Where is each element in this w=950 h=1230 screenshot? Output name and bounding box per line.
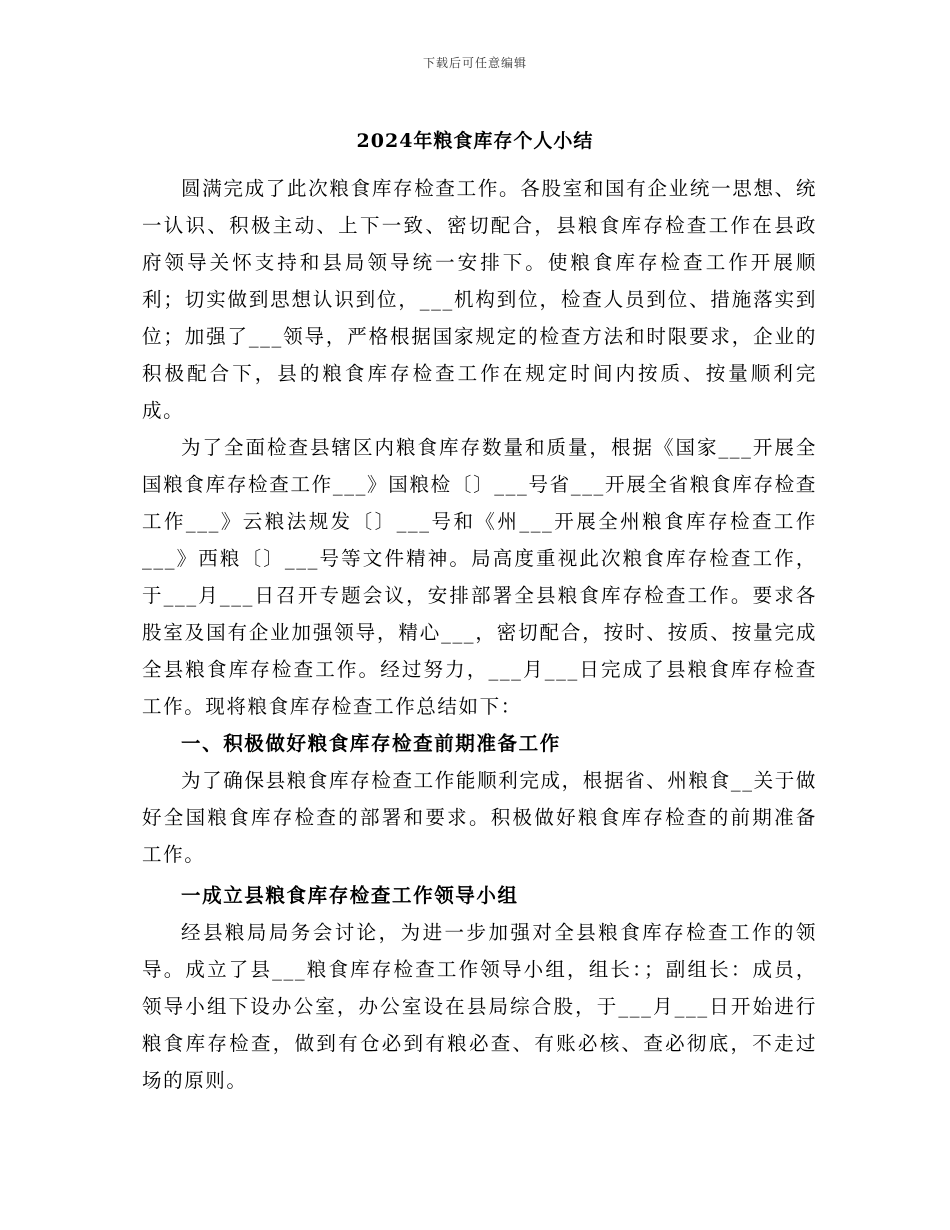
page-header-note: 下载后可任意编辑 bbox=[422, 56, 527, 70]
document-title: 2024年粮食库存个人小结 bbox=[356, 130, 594, 152]
section-heading-leadership-group: 一成立县粮食库存检查工作领导小组 bbox=[181, 884, 519, 907]
paragraph-background: 为了全面检查县辖区内粮食库存数量和质量，根据《国家___开展全国粮食库存检查工作___》国粮检〔〕___号省___开展全省粮食库存检查工作___》云粮法规发〔〕___号和《州___开展全州粮食库存检查工作___》西粮〔〕___号等文件精神。局高度重视此次粮食库存检查工作，于___月___日召开专题会议，安排部署全县粮食库存检查工作。要求各股室及国有企业加强领导，精心___，密切配合，按时、按质、按量完成全县粮食库存检查工作。经过努力，___月___日完成了县粮食库存检查工作。现将粮食库存检查工作总结如下： bbox=[142, 436, 817, 718]
section-heading-preparation: 一、积极做好粮食库存检查前期准备工作 bbox=[181, 732, 561, 755]
paragraph-leadership-group: 经县粮局局务会讨论，为进一步加强对全县粮食库存检查工作的领导。成立了县___粮食库存检查工作领导小组，组长：；副组长：成员，领导小组下设办公室，办公室设在县局综合股，于___月___日开始进行粮食库存检查，做到有仓必到有粮必查、有账必核、查必彻底，不走过场的原则。 bbox=[142, 921, 817, 1092]
paragraph-preparation: 为了确保县粮食库存检查工作能顺利完成，根据省、州粮食__关于做好全国粮食库存检查的部署和要求。积极做好粮食库存检查的前期准备工作。 bbox=[142, 769, 817, 866]
paragraph-intro: 圆满完成了此次粮食库存检查工作。各股室和国有企业统一思想、统一认识、积极主动、上下一致、密切配合，县粮食库存检查工作在县政府领导关怀支持和县局领导统一安排下。使粮食库存检查工作开展顺利；切实做到思想认识到位，___机构到位，检查人员到位、措施落实到位；加强了___领导，严格根据国家规定的检查方法和时限要求，企业的积极配合下，县的粮食库存检查工作在规定时间内按质、按量顺利完成。 bbox=[142, 177, 817, 422]
document-body bbox=[142, 170, 817, 1099]
